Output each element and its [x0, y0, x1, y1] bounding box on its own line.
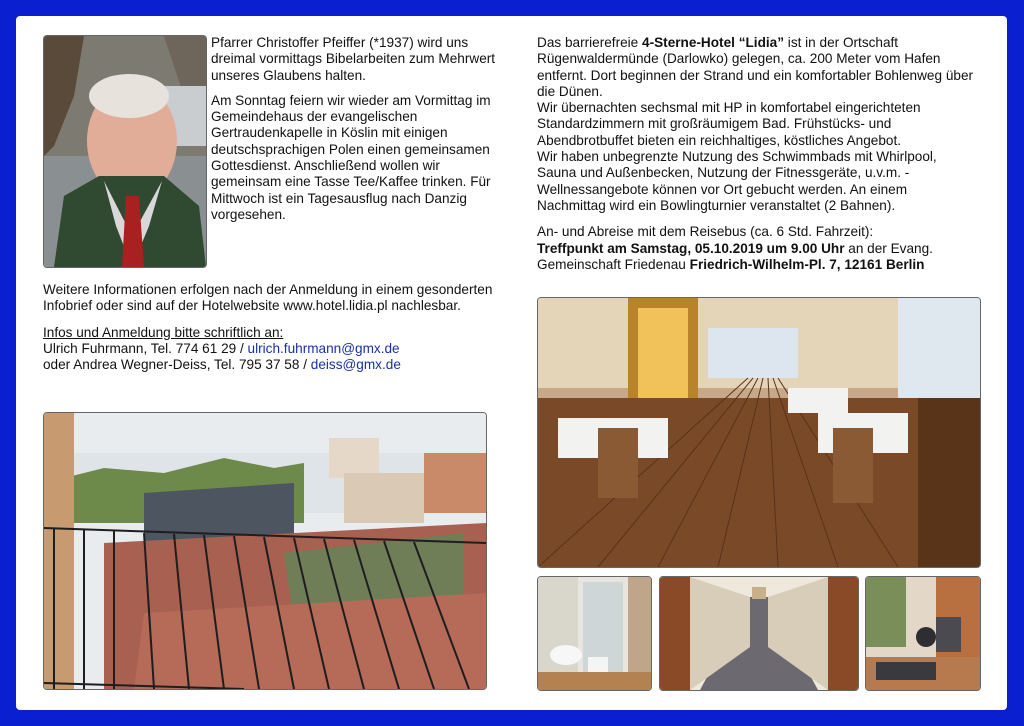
contact-line-2	[43, 357, 503, 373]
portrait-photo	[43, 35, 207, 268]
email-link-deiss[interactable]: deiss@gmx.de	[310, 357, 401, 373]
right-text	[537, 35, 977, 273]
sunday-paragraph: Am Sonntag feiern wir wieder am Vormittag im Gemeindehaus der evangelischen Gertraudenkapelle in Köslin mit einigen deutschsprachigen Polen einen gemeinsamen Gottesdienst. Anschließend wollen wir gemeinsam eine Tasse Tee/Kaffee trinken. Für Mittwoch ist ein Tagesausflug nach Danzig vorgesehen.	[211, 92, 491, 222]
contact-heading: Infos und Anmeldung bitte schriftlich an:	[43, 324, 284, 340]
hotel-paragraph	[537, 35, 977, 100]
bathroom-photo	[537, 576, 652, 691]
intro-paragraph: Pfarrer Christoffer Pfeiffer (*1937) wird uns dreimal vormittags Bibelarbeiten zum Mehrwert unseres Glaubens halten.	[211, 35, 496, 83]
contact-line-1	[43, 341, 503, 357]
brochure-page	[16, 16, 1007, 710]
travel-line: An- und Abreise mit dem Reisebus (ca. 6 Std. Fahrzeit):	[537, 224, 874, 240]
email-link-fuhrmann[interactable]: ulrich.fuhrmann@gmx.de	[247, 340, 400, 356]
hotel-text-b: ist in der Ortschaft Rügenwaldermünde (Darlowko) gelegen, ca. 200 Meter vom Hafen entfernt. Dort beginnen der Strand und ein komfortabler Bohlenweg über die Dünen.	[537, 35, 974, 99]
restaurant-photo	[537, 297, 981, 568]
info-paragraph: Weitere Informationen erfolgen nach der Anmeldung in einem gesonderten Infobrief oder sind auf der Hotelwebsite www.hotel.lidia.pl nachlesbar.	[43, 282, 493, 314]
hotel-name: 4-Sterne-Hotel “Lidia”	[642, 35, 785, 50]
meeting-point: Treffpunkt am Samstag, 05.10.2019 um 9.00 Uhr	[537, 240, 845, 256]
travel-text: an der Evang. Gemeinschaft Friedenau	[537, 240, 933, 272]
hotel-text-a: Das barrierefreie	[537, 35, 643, 50]
meeting-address: Friedrich-Wilhelm-Pl. 7, 12161 Berlin	[689, 256, 925, 272]
corridor-photo	[659, 576, 859, 691]
hotel-balcony-photo	[43, 412, 487, 690]
left-top-text	[211, 35, 501, 232]
contact2-text: oder Andrea Wegner-Deiss, Tel. 795 37 58 /	[43, 357, 311, 373]
amenities-paragraph: Wir haben unbegrenzte Nutzung des Schwimmbads mit Whirlpool, Sauna und Außenbecken, Nutzung der Fitnessgeräte, u.v.m. - Wellnessangebote können vor Ort gebucht werden. An einem Nachmittag wird ein Bowlingturnier veranstaltet (2 Bahnen).	[537, 149, 937, 213]
contact1-text: Ulrich Fuhrmann, Tel. 774 61 29 /	[43, 340, 248, 356]
left-info-text	[43, 282, 503, 373]
gym-photo	[865, 576, 981, 691]
rooms-paragraph: Wir übernachten sechsmal mit HP in komfortabel eingerichteten Standardzimmern mit großräumigem Bad. Frühstücks- und Abendbrotbuffet bieten ein reichhaltiges, köstliches Angebot.	[537, 100, 921, 148]
travel-paragraph	[537, 224, 977, 273]
